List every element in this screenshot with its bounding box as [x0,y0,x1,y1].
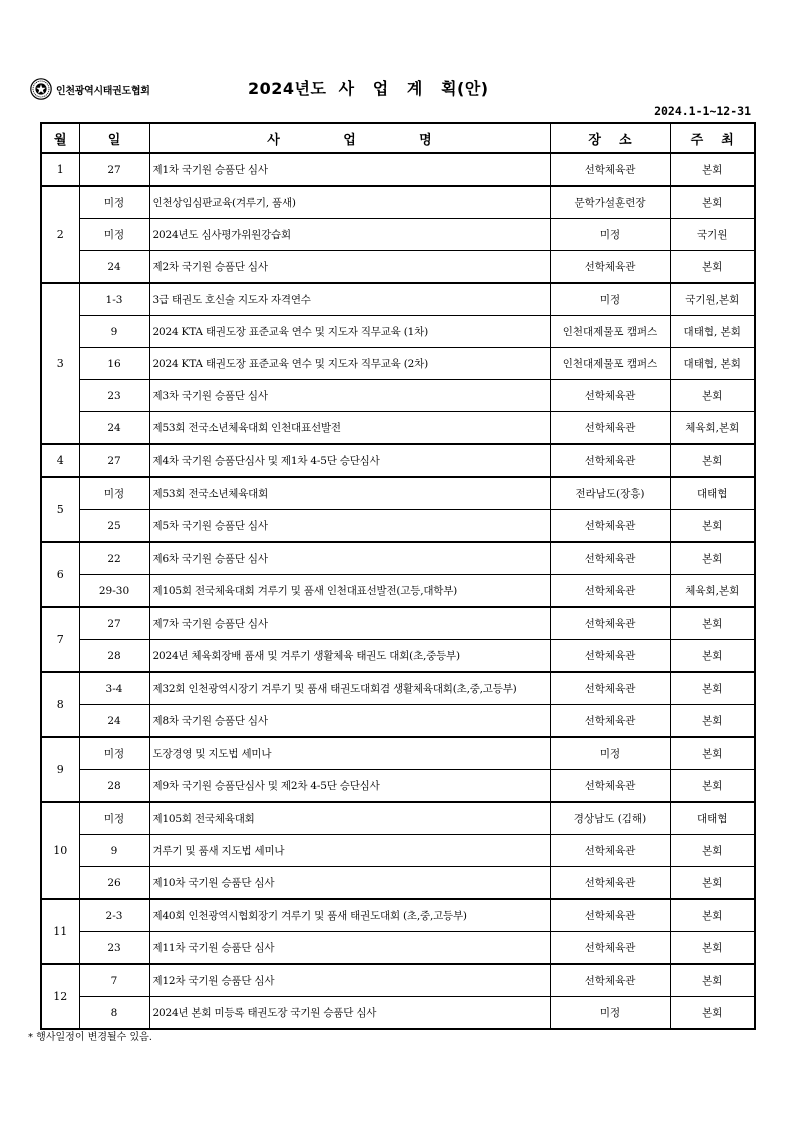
table-row [41,835,755,867]
table-row [41,607,755,640]
table-row [41,412,755,445]
place-cell: 미정 [550,283,670,316]
host-cell: 본회 [670,705,755,738]
table-row [41,770,755,803]
day-cell: 27 [79,444,149,477]
host-cell: 본회 [670,380,755,412]
event-name-cell: 제3차 국기원 승품단 심사 [149,380,550,412]
host-cell: 본회 [670,867,755,900]
column-header-host: 주 최 [670,123,755,153]
column-header-month: 월 [41,123,79,153]
host-cell: 국기원,본회 [670,283,755,316]
day-cell: 9 [79,835,149,867]
day-cell: 8 [79,997,149,1030]
event-name-cell: 2024년 체육회장배 품새 및 겨루기 생활체육 태권도 대회(초,중등부) [149,640,550,673]
place-cell: 선학체육관 [550,575,670,608]
event-name-cell: 제32회 인천광역시장기 겨루기 및 품새 태권도대회겸 생활체육대회(초,중,고등부) [149,672,550,705]
day-cell: 27 [79,607,149,640]
place-cell: 선학체육관 [550,542,670,575]
day-cell: 26 [79,867,149,900]
table-row [41,932,755,965]
day-cell: 3-4 [79,672,149,705]
place-cell: 선학체육관 [550,964,670,997]
day-cell: 미정 [79,802,149,835]
table-row [41,640,755,673]
host-cell: 본회 [670,251,755,284]
event-name-cell: 3급 태권도 호신술 지도자 자격연수 [149,283,550,316]
place-cell: 선학체육관 [550,607,670,640]
host-cell: 본회 [670,964,755,997]
business-plan-table [40,122,756,1030]
place-cell: 선학체육관 [550,835,670,867]
table-row [41,542,755,575]
event-name-cell: 제10차 국기원 승품단 심사 [149,867,550,900]
plan-period: 2024.1-1~12-31 [654,104,751,118]
host-cell: 본회 [670,835,755,867]
month-cell: 8 [41,672,79,737]
event-name-cell: 도장경영 및 지도법 세미나 [149,737,550,770]
day-cell: 16 [79,348,149,380]
month-cell: 10 [41,802,79,899]
organization-header [30,78,150,100]
place-cell: 선학체육관 [550,251,670,284]
event-name-cell: 인천상임심판교육(겨루기, 품새) [149,186,550,219]
event-name-cell: 2024 KTA 태권도장 표준교육 연수 및 지도자 직무교육 (2차) [149,348,550,380]
place-cell: 선학체육관 [550,770,670,803]
day-cell: 23 [79,932,149,965]
day-cell: 28 [79,640,149,673]
table-header-row [41,123,755,153]
association-seal-icon [30,78,52,100]
organization-name: 인천광역시태권도협회 [56,85,150,97]
host-cell: 본회 [670,737,755,770]
event-name-cell: 제53회 전국소년체육대회 인천대표선발전 [149,412,550,445]
host-cell: 체육회,본회 [670,412,755,445]
host-cell: 대태협, 본회 [670,348,755,380]
place-cell: 선학체육관 [550,153,670,186]
place-cell: 미정 [550,219,670,251]
table-row [41,802,755,835]
table-body [41,153,755,1029]
month-cell: 11 [41,899,79,964]
host-cell: 본회 [670,607,755,640]
place-cell: 전라남도(장흥) [550,477,670,510]
day-cell: 미정 [79,186,149,219]
table-row [41,348,755,380]
event-name-cell: 제4차 국기원 승품단심사 및 제1차 4-5단 승단심사 [149,444,550,477]
event-name-cell: 제7차 국기원 승품단 심사 [149,607,550,640]
day-cell: 25 [79,510,149,543]
table-row [41,997,755,1030]
place-cell: 선학체육관 [550,412,670,445]
host-cell: 대태협, 본회 [670,316,755,348]
place-cell: 선학체육관 [550,899,670,932]
table-row [41,444,755,477]
day-cell: 미정 [79,219,149,251]
event-name-cell: 제105회 전국체육대회 겨루기 및 품새 인천대표선발전(고등,대학부) [149,575,550,608]
month-cell: 2 [41,186,79,283]
table-row [41,672,755,705]
day-cell: 24 [79,412,149,445]
host-cell: 체육회,본회 [670,575,755,608]
host-cell: 본회 [670,186,755,219]
event-name-cell: 제8차 국기원 승품단 심사 [149,705,550,738]
table-row [41,153,755,186]
month-cell: 5 [41,477,79,542]
event-name-cell: 2024년 본회 미등록 태권도장 국기원 승품단 심사 [149,997,550,1030]
column-header-event-name: 사 업 명 [149,123,550,153]
place-cell: 선학체육관 [550,932,670,965]
table-row [41,186,755,219]
event-name-cell: 제2차 국기원 승품단 심사 [149,251,550,284]
day-cell: 7 [79,964,149,997]
host-cell: 본회 [670,444,755,477]
table-row [41,283,755,316]
host-cell: 대태협 [670,477,755,510]
footnote: * 행사일정이 변경될수 있음. [28,1032,152,1043]
table-row [41,964,755,997]
place-cell: 문학가설훈련장 [550,186,670,219]
host-cell: 대태협 [670,802,755,835]
host-cell: 본회 [670,770,755,803]
place-cell: 인천대제물포 캠퍼스 [550,316,670,348]
place-cell: 선학체육관 [550,380,670,412]
event-name-cell: 2024년도 심사평가위원강습회 [149,219,550,251]
host-cell: 본회 [670,932,755,965]
day-cell: 미정 [79,477,149,510]
place-cell: 선학체육관 [550,867,670,900]
table-row [41,219,755,251]
place-cell: 인천대제물포 캠퍼스 [550,348,670,380]
event-name-cell: 겨루기 및 품새 지도법 세미나 [149,835,550,867]
day-cell: 23 [79,380,149,412]
place-cell: 선학체육관 [550,672,670,705]
day-cell: 24 [79,251,149,284]
host-cell: 본회 [670,997,755,1030]
table-row [41,705,755,738]
event-name-cell: 제53회 전국소년체육대회 [149,477,550,510]
month-cell: 6 [41,542,79,607]
place-cell: 선학체육관 [550,444,670,477]
day-cell: 22 [79,542,149,575]
event-name-cell: 2024 KTA 태권도장 표준교육 연수 및 지도자 직무교육 (1차) [149,316,550,348]
host-cell: 본회 [670,153,755,186]
event-name-cell: 제9차 국기원 승품단심사 및 제2차 4-5단 승단심사 [149,770,550,803]
place-cell: 미정 [550,737,670,770]
day-cell: 1-3 [79,283,149,316]
host-cell: 본회 [670,510,755,543]
month-cell: 3 [41,283,79,444]
day-cell: 27 [79,153,149,186]
day-cell: 미정 [79,737,149,770]
column-header-day: 일 [79,123,149,153]
table-row [41,477,755,510]
day-cell: 28 [79,770,149,803]
host-cell: 본회 [670,899,755,932]
event-name-cell: 제1차 국기원 승품단 심사 [149,153,550,186]
table-row [41,737,755,770]
place-cell: 경상남도 (김해) [550,802,670,835]
host-cell: 국기원 [670,219,755,251]
month-cell: 9 [41,737,79,802]
table-row [41,575,755,608]
day-cell: 9 [79,316,149,348]
month-cell: 7 [41,607,79,672]
event-name-cell: 제5차 국기원 승품단 심사 [149,510,550,543]
day-cell: 2-3 [79,899,149,932]
table-row [41,899,755,932]
table-row [41,867,755,900]
table-row [41,380,755,412]
host-cell: 본회 [670,542,755,575]
month-cell: 1 [41,153,79,186]
place-cell: 선학체육관 [550,510,670,543]
table-row [41,510,755,543]
event-name-cell: 제12차 국기원 승품단 심사 [149,964,550,997]
event-name-cell: 제6차 국기원 승품단 심사 [149,542,550,575]
event-name-cell: 제40회 인천광역시협회장기 겨루기 및 품새 태권도대회 (초,중,고등부) [149,899,550,932]
day-cell: 29-30 [79,575,149,608]
table-row [41,251,755,284]
event-name-cell: 제11차 국기원 승품단 심사 [149,932,550,965]
host-cell: 본회 [670,640,755,673]
table-row [41,316,755,348]
host-cell: 본회 [670,672,755,705]
place-cell: 선학체육관 [550,705,670,738]
place-cell: 선학체육관 [550,640,670,673]
day-cell: 24 [79,705,149,738]
place-cell: 미정 [550,997,670,1030]
page-title: 2024년도 사 업 계 획(안) [248,79,489,98]
month-cell: 12 [41,964,79,1029]
month-cell: 4 [41,444,79,477]
column-header-place: 장 소 [550,123,670,153]
event-name-cell: 제105회 전국체육대회 [149,802,550,835]
